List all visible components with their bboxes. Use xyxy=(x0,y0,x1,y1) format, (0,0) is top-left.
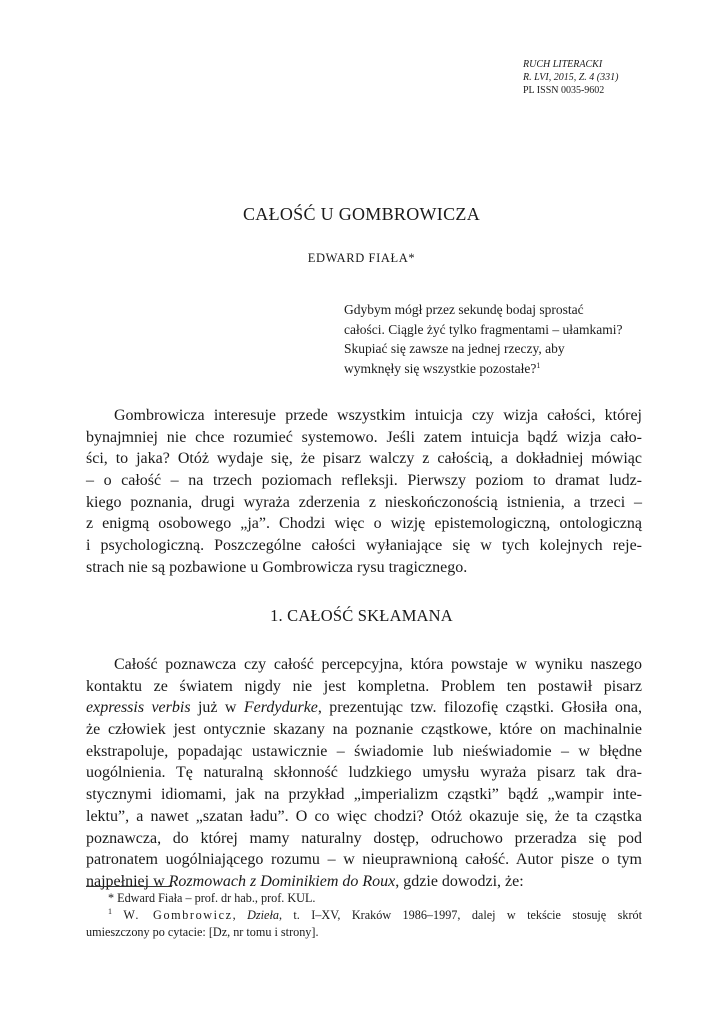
text-line: patronatem uogólniającego rozumu – w nieuprawnioną całość. Autor pisze o tym xyxy=(86,851,642,869)
text-fragment: najpełniej w xyxy=(86,872,169,890)
footnotes xyxy=(86,890,642,941)
text-line: kiego poznania, drugi wyraża zderzenia z nieskończonością istnienia, a trzeci – xyxy=(86,493,642,511)
text-line: ści, to jaka? Otóż wydaje się, że pisarz walczy z całością, a dokładniej mówiąc xyxy=(86,450,642,468)
footnote-1-cont: umieszczony po cytacie: [Dz, nr tomu i strony]. xyxy=(86,925,319,939)
text-line: bynajmniej nie chce rozumieć systemowo. Jeśli zatem intuicja bądź wizja cało- xyxy=(86,428,642,446)
epigraph-line: całości. Ciągle żyć tylko fragmentami – ułamkami? xyxy=(344,321,623,337)
text-line: – o całość – na trzech poziomach refleksji. Pierwszy poziom to dramat ludz- xyxy=(86,472,642,490)
footnote-1 xyxy=(86,907,642,924)
text-fragment: , t. I–XV, Kraków 1986–1997, dalej w tekście stosuję skrót xyxy=(278,908,642,922)
text-line-mixed xyxy=(86,697,642,719)
epigraph xyxy=(344,300,644,378)
cited-author: W. Gombrowicz xyxy=(123,908,233,922)
article-author: EDWARD FIAŁA* xyxy=(307,251,416,265)
text-line: z enigmą osobowego „ja”. Chodzi więc o wizję epistemologiczną, ontologiczną xyxy=(86,515,642,533)
journal-issn: PL ISSN 0035-9602 xyxy=(523,85,605,96)
text-fragment: , gdzie dowodzi, że: xyxy=(395,872,524,890)
journal-masthead xyxy=(523,58,713,97)
text-line: Gombrowicza interesuje przede wszystkim intuicja czy wizja całości, której xyxy=(114,407,642,424)
text-line: ekstrapoluje, popadając ustawicznie – świadomie lub nieświadomie – w błędne xyxy=(86,742,642,760)
text-line: stycznymi idiomami, jak na przykład „imperializm cząstki” bądź „wampir inte- xyxy=(86,786,642,804)
footnote-author: * Edward Fiała – prof. dr hab., prof. KUL. xyxy=(108,891,316,905)
journal-volume: R. LVI, 2015, Z. 4 (331) xyxy=(523,72,619,83)
footnote-rule xyxy=(86,886,172,887)
epigraph-line-text: wymknęły się wszystkie pozostałe? xyxy=(344,360,537,376)
book-title: Rozmowach z Dominikiem do Roux xyxy=(168,872,396,890)
epigraph-line xyxy=(344,359,644,379)
text-line: kontaktu ze światem nigdy nie jest kompletna. Problem ten postawił pisarz xyxy=(86,677,642,695)
text-fragment: , prezentując tzw. filozofię cząstki. Głosiła ona, xyxy=(317,699,642,717)
section-heading: 1. CAŁOŚĆ SKŁAMANA xyxy=(270,606,453,625)
text-fragment: już w xyxy=(190,699,244,717)
text-line: uogólnienia. Tę naturalną skłonność ludzkiego umysłu wyraża pisarz tak dra- xyxy=(86,764,642,782)
text-line: strach nie są pozbawione u Gombrowicza rysu tragicznego. xyxy=(86,558,468,576)
text-line: że człowiek jest ontycznie skazany na poznanie cząstkowe, które on machinalnie xyxy=(86,721,642,739)
text-line: i psychologiczną. Poszczególne całości wyłaniające się w tych kolejnych reje- xyxy=(86,537,642,555)
text-line: lektu”, a nawet „szatan ładu”. O co więc chodzi? Otóż okazuje się, że ta cząstka xyxy=(86,807,642,825)
text-fragment: , xyxy=(232,908,248,922)
journal-name: RUCH LITERACKI xyxy=(523,59,603,70)
book-title: Ferdydurke xyxy=(243,699,318,717)
article-title: CAŁOŚĆ U GOMBROWICZA xyxy=(242,204,480,224)
epigraph-line: Skupiać się zawsze na jednej rzeczy, aby xyxy=(344,341,565,356)
epigraph-line: Gdybym mógł przez sekundę bodaj sprostać xyxy=(344,302,584,317)
text-line: poznawcza, do której mamy naturalny dostęp, odruchowo przeradza się pod xyxy=(86,829,642,847)
text-line: Całość poznawcza czy całość percepcyjna, która powstaje w wyniku naszego xyxy=(114,656,642,673)
paragraph-section-1 xyxy=(86,654,642,893)
paragraph-intro xyxy=(86,405,642,579)
footnote-marker: 1 xyxy=(108,907,112,916)
cited-work: Dzieła xyxy=(247,908,279,922)
footnote-marker: 1 xyxy=(536,360,541,370)
italic-phrase: expressis verbis xyxy=(86,699,191,717)
